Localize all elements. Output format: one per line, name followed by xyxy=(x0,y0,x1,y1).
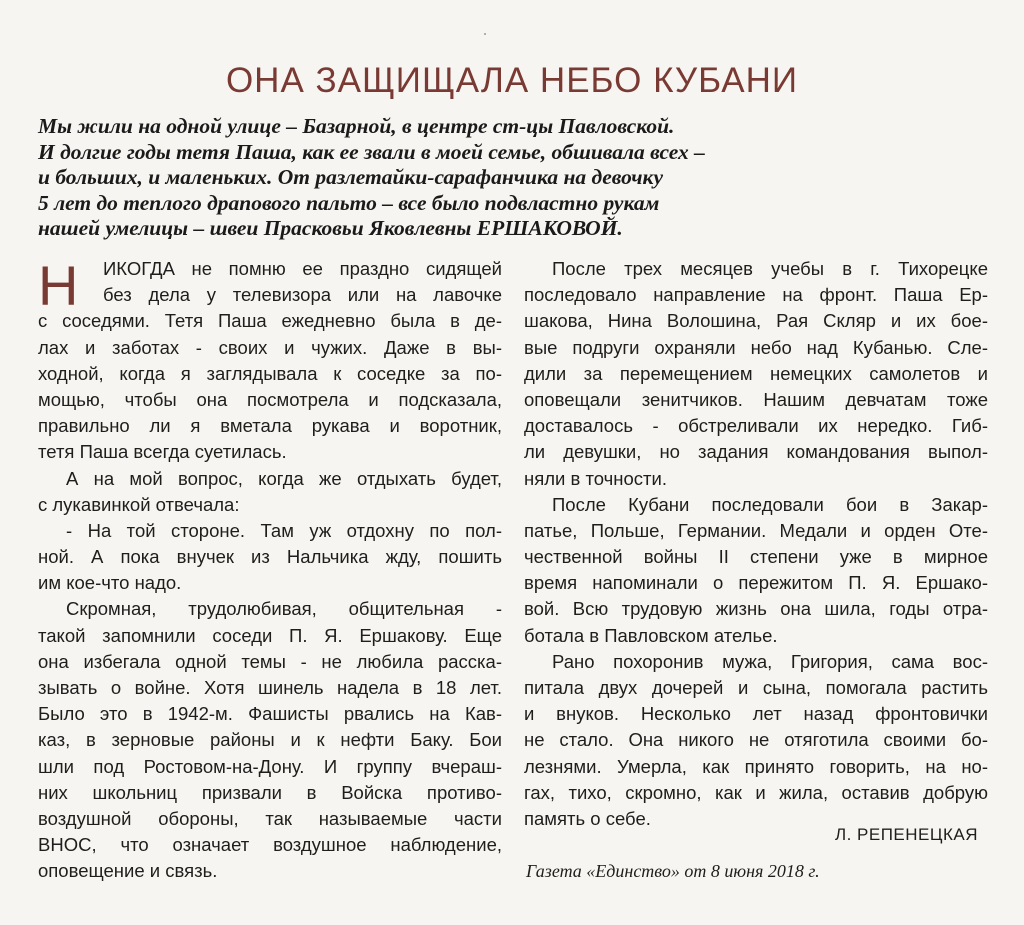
author-signature: Л. РЕПЕНЕЦКАЯ xyxy=(834,825,978,844)
drop-cap: Н xyxy=(38,254,79,317)
text-line: дили за перемещением немецких самолетов и xyxy=(524,362,988,384)
text-line: них школьниц призвали в Войска противо- xyxy=(38,781,502,803)
right-column xyxy=(524,256,988,832)
text-line: ботала в Павловском ателье. xyxy=(524,624,778,646)
text-line: Скромная, трудолюбивая, общительная - xyxy=(66,598,502,620)
text-line: патье, Польше, Германии. Медали и орден Оте- xyxy=(524,519,988,541)
text-line: и внуков. Несколько лет назад фронтовички xyxy=(524,703,988,725)
text-line: она избегала одной темы - не любила расска- xyxy=(38,650,502,672)
article-title: ОНА ЗАЩИЩАЛА НЕБО КУБАНИ xyxy=(225,61,799,100)
text-line: вые подруги охраняли небо над Кубанью. Сле- xyxy=(524,336,988,358)
text-line: без дела у телевизора или на лавочке xyxy=(103,284,502,306)
text-line: вой. Всю трудовую жизнь она шила, годы отра- xyxy=(524,598,988,620)
lead-line: 5 лет до теплого драпового пальто – все было подвластно рукам xyxy=(38,190,660,215)
lead-line: нашей умелицы – швеи Прасковьи Яковлевны ЕРШАКОВОЙ. xyxy=(38,216,623,240)
text-line: не стало. Она никого не отяготила своими бо- xyxy=(524,729,988,751)
source-citation: Газета «Единство» от 8 июня 2018 г. xyxy=(526,861,820,881)
text-line: мощью, чтобы она посмотрела и подсказала, xyxy=(38,388,502,410)
text-line: чественной войны II степени уже в мирное xyxy=(524,546,988,568)
text-line: оповещали зенитчиков. Нашим девчатам тоже xyxy=(524,388,988,410)
text-line: воздушной обороны, так называемые части xyxy=(38,807,502,829)
text-line: зывать о войне. Хотя шинель надела в 18 лет. xyxy=(38,677,502,698)
text-line: ВНОС, что означает воздушное наблюдение, xyxy=(38,834,502,856)
lead-line: и больших, и маленьких. От разлетайки-сарафанчика на девочку xyxy=(38,165,663,189)
text-line: Рано похоронив мужа, Григория, сама вос- xyxy=(552,650,988,672)
text-line: А на мой вопрос, когда же отдыхать будет, xyxy=(66,467,502,489)
text-line: лах и заботах - своих и чужих. Даже в вы- xyxy=(38,336,502,358)
text-line: память о себе. xyxy=(524,807,651,829)
text-line: шли под Ростовом-на-Дону. И группу вчераш- xyxy=(38,755,502,777)
text-line: доставалось - обстреливали их нередко. Гиб- xyxy=(524,415,988,437)
text-line: няли в точности. xyxy=(524,467,667,489)
text-line: с лукавинкой отвечала: xyxy=(38,493,240,515)
lead-line: Мы жили на одной улице – Базарной, в центре ст-цы Павловской. xyxy=(38,114,675,138)
text-line: ходной, когда я заглядывала к соседке за по- xyxy=(38,362,502,384)
text-line: правильно ли я вметала рукава и воротник, xyxy=(38,415,502,437)
text-line: ли девушки, но задания командования выпол- xyxy=(524,441,988,463)
text-line: питала двух дочерей и сына, помогала растить xyxy=(524,677,988,698)
text-line: время напоминали о пережитом П. Я. Ершако- xyxy=(524,572,988,594)
text-line: такой запомнили соседи П. Я. Ершакову. Еще xyxy=(38,624,502,646)
article-lead xyxy=(38,114,998,242)
text-line: последовало направление на фронт. Паша Ер- xyxy=(524,284,988,306)
text-line: каз, в зерновые районы и к нефти Баку. Бои xyxy=(38,729,502,751)
lead-line: И долгие годы тетя Паша, как ее звали в моей семье, обшивала всех – xyxy=(38,139,705,164)
text-line: тетя Паша всегда суетилась. xyxy=(38,441,287,463)
text-line: Было это в 1942-м. Фашисты рвались на Кав- xyxy=(38,703,502,725)
text-line: оповещение и связь. xyxy=(38,860,218,882)
text-line: ной. А пока внучек из Нальчика жду, пошить xyxy=(38,546,502,568)
text-line: - На той стороне. Там уж отдохну по пол- xyxy=(66,519,502,541)
text-line: с соседями. Тетя Паша ежедневно была в де- xyxy=(38,310,502,332)
scan-speck xyxy=(484,33,486,35)
text-line: После Кубани последовали бои в Закар- xyxy=(552,493,988,515)
text-line: шакова, Нина Волошина, Рая Скляр и их бое- xyxy=(524,310,988,332)
text-line: гах, тихо, скромно, как и жила, оставив добрую xyxy=(524,781,988,803)
left-column xyxy=(38,256,502,885)
text-line: ИКОГДА не помню ее праздно сидящей xyxy=(103,258,502,279)
text-line: После трех месяцев учебы в г. Тихорецке xyxy=(552,258,988,279)
text-line: лезнями. Умерла, как принято говорить, на но- xyxy=(524,755,988,777)
text-line: им кое-что надо. xyxy=(38,572,182,594)
